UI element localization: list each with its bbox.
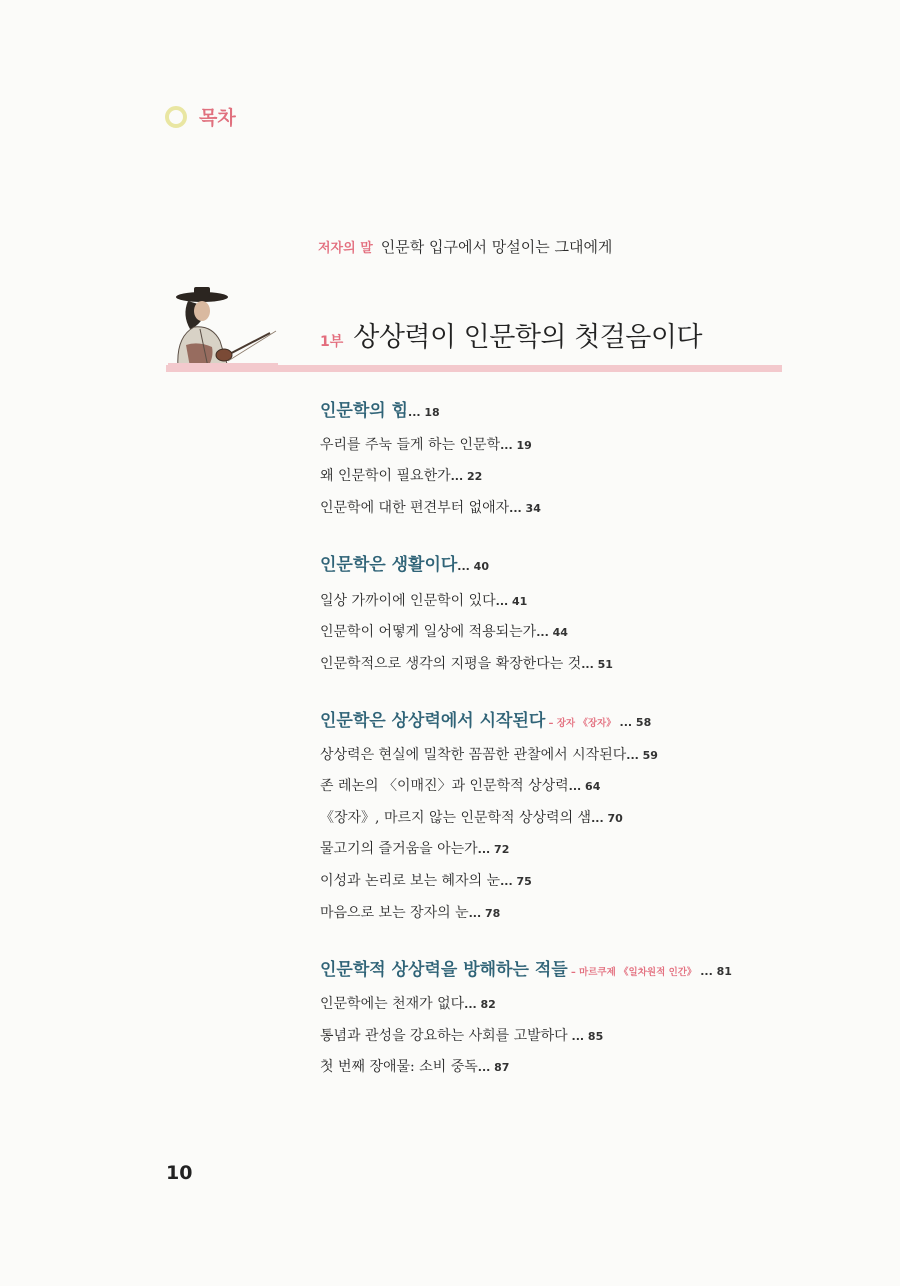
entry-title: 왜 인문학이 필요한가	[320, 468, 451, 484]
chapter-page: ... 40	[457, 560, 489, 573]
chapter-source: – 장자 《장자》	[545, 718, 616, 729]
entry-page: ... 44	[536, 626, 568, 639]
entry-page: ... 85	[567, 1030, 604, 1043]
chapter-title: 인문학은 상상력에서 시작된다	[320, 711, 546, 731]
toc-title: 목차	[199, 107, 236, 129]
toc-entry[interactable]	[320, 1025, 603, 1045]
entry-title: 상상력은 현실에 밀착한 꼼꼼한 관찰에서 시작된다	[320, 747, 627, 763]
entry-page: ... 75	[500, 875, 532, 888]
chapter-title: 인문학의 힘	[320, 401, 409, 421]
toc-entry[interactable]	[320, 653, 613, 673]
part-divider	[166, 365, 782, 372]
entry-page: ... 41	[495, 595, 528, 608]
entry-page: ... 59	[626, 749, 658, 762]
entry-page: ... 51	[581, 658, 613, 671]
entry-page: ... 19	[500, 439, 532, 452]
toc-entry[interactable]	[320, 807, 623, 827]
page-number: 10	[166, 1162, 193, 1184]
toc-entry[interactable]	[320, 993, 496, 1013]
toc-entry[interactable]	[320, 838, 509, 858]
entry-page: ... 34	[509, 502, 541, 515]
entry-title: 《장자》, 마르지 않는 인문학적 상상력의 샘	[320, 810, 592, 826]
part-heading	[320, 315, 702, 354]
entry-title: 인문학이 어떻게 일상에 적용되는가	[320, 624, 537, 640]
chapter-page: ... 81	[696, 965, 732, 978]
entry-title: 이성과 논리로 보는 혜자의 눈	[320, 873, 501, 889]
chapter-heading[interactable]	[320, 955, 732, 980]
part-title: 상상력이 인문학의 첫걸음이다	[353, 322, 702, 353]
entry-title: 물고기의 즐거움을 아는가	[320, 841, 478, 857]
toc-entry[interactable]	[320, 621, 568, 641]
entry-page: ... 22	[450, 470, 483, 483]
entry-page: ... 87	[477, 1061, 510, 1074]
entry-page: ... 70	[591, 812, 623, 825]
chapter-page: ... 58	[615, 716, 652, 729]
entry-page: ... 78	[468, 907, 501, 920]
entry-page: ... 64	[568, 780, 601, 793]
entry-page: ... 82	[464, 998, 496, 1011]
toc-entry[interactable]	[320, 1056, 509, 1076]
entry-title: 첫 번째 장애물: 소비 중독	[320, 1059, 478, 1075]
entry-title: 인문학적으로 생각의 지평을 확장한다는 것	[320, 656, 582, 672]
toc-entry[interactable]	[320, 590, 527, 610]
toc-entry[interactable]	[320, 902, 500, 922]
entry-title: 우리를 주눅 들게 하는 인문학	[320, 437, 501, 453]
entry-title: 존 레논의 〈이매진〉과 인문학적 상상력	[320, 778, 569, 794]
chapter-source: – 마르쿠제 《일차원적 인간》	[567, 967, 697, 978]
entry-title: 인문학에 대한 편견부터 없애자	[320, 500, 510, 516]
toc-entry[interactable]	[320, 465, 482, 485]
toc-entry[interactable]	[320, 775, 600, 795]
author-note-tag: 저자의 말	[318, 241, 373, 256]
circle-bullet-icon	[165, 106, 187, 128]
entry-title: 일상 가까이에 인문학이 있다	[320, 593, 496, 609]
toc-header	[165, 103, 236, 130]
chapter-heading[interactable]	[320, 706, 651, 731]
author-note	[318, 236, 612, 257]
chapter-heading[interactable]	[320, 550, 489, 575]
toc-entry[interactable]	[320, 434, 532, 454]
chapter-title: 인문학은 생활이다	[320, 555, 458, 575]
toc-entry[interactable]	[320, 870, 532, 890]
entry-title: 통념과 관성을 강요하는 사회를 고발하다	[320, 1028, 568, 1044]
author-note-text: 인문학 입구에서 망설이는 그대에게	[380, 238, 613, 256]
entry-title: 마음으로 보는 장자의 눈	[320, 905, 469, 921]
entry-page: ... 72	[477, 843, 510, 856]
part-number: 1부	[320, 334, 344, 350]
toc-entry[interactable]	[320, 744, 658, 764]
chapter-title: 인문학적 상상력을 방해하는 적들	[320, 960, 568, 980]
chapter-page: ... 18	[408, 406, 440, 419]
toc-entry[interactable]	[320, 497, 541, 517]
illustration-figure-with-instrument	[168, 285, 278, 367]
entry-title: 인문학에는 천재가 없다	[320, 996, 465, 1012]
chapter-heading[interactable]	[320, 396, 440, 421]
